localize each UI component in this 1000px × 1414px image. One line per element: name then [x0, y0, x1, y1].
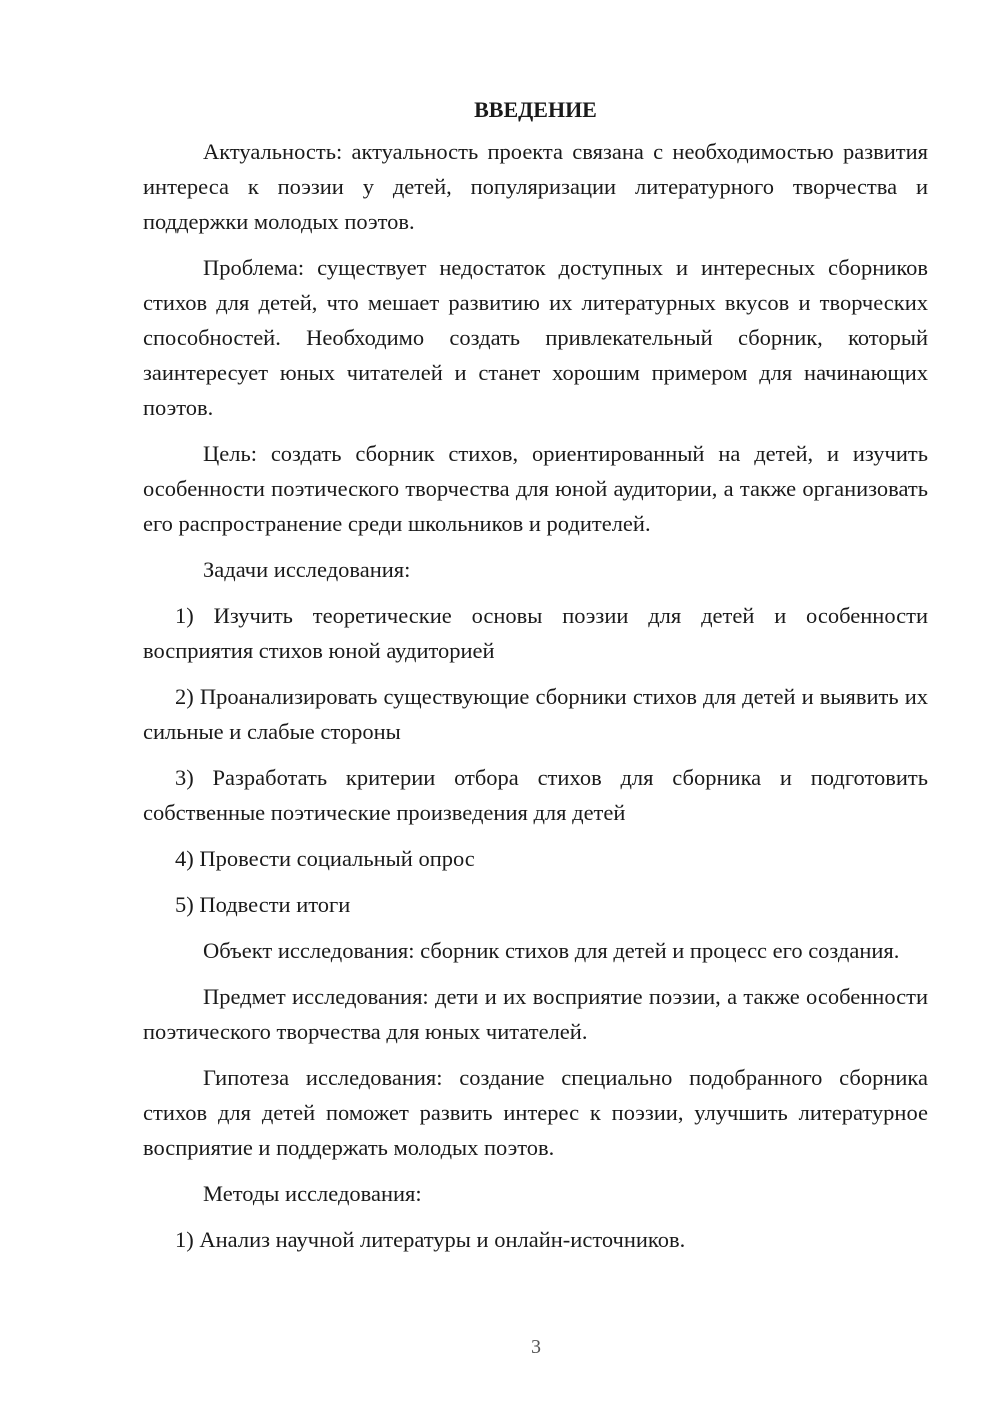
page-number: 3 [531, 1336, 541, 1358]
object-paragraph: Объект исследования: сборник стихов для детей и процесс его создания. [203, 938, 900, 963]
relevance-paragraph: Актуальность: актуальность проекта связана с необходимостью развития интереса к поэзии у детей, популяризации литературного творчества и поддержки молодых поэтов. [143, 139, 928, 234]
method-item: 1) Анализ научной литературы и онлайн-источников. [175, 1227, 686, 1252]
hypothesis-paragraph: Гипотеза исследования: создание специально подобранного сборника стихов для детей поможет развить интерес к поэзии, улучшить литературное восприятие и поддержать молодых поэтов. [143, 1065, 928, 1160]
problem-paragraph: Проблема: существует недостаток доступных и интересных сборников стихов для детей, что мешает развитию их литературных вкусов и творческих способностей. Необходимо создать привлекательный сборник, который заинтересует юных читателей и станет хорошим примером для начинающих поэтов. [143, 255, 928, 420]
tasks-title: Задачи исследования: [203, 557, 411, 582]
methods-title: Методы исследования: [203, 1181, 422, 1206]
task-item: 1) Изучить теоретические основы поэзии для детей и особенности восприятия стихов юной аудиторией [143, 603, 928, 663]
goal-paragraph: Цель: создать сборник стихов, ориентированный на детей, и изучить особенности поэтического творчества для юной аудитории, а также организовать его распространение среди школьников и родителей. [143, 441, 928, 536]
section-heading: ВВЕДЕНИЕ [474, 97, 597, 122]
subject-paragraph: Предмет исследования: дети и их восприятие поэзии, а также особенности поэтического творчества для юных читателей. [143, 984, 928, 1044]
task-item: 5) Подвести итоги [175, 892, 351, 917]
document-body [143, 92, 928, 1268]
task-item: 3) Разработать критерии отбора стихов для сборника и подготовить собственные поэтические произведения для детей [143, 765, 928, 825]
task-item: 4) Провести социальный опрос [175, 846, 475, 871]
task-item: 2) Проанализировать существующие сборники стихов для детей и выявить их сильные и слабые стороны [143, 684, 928, 744]
